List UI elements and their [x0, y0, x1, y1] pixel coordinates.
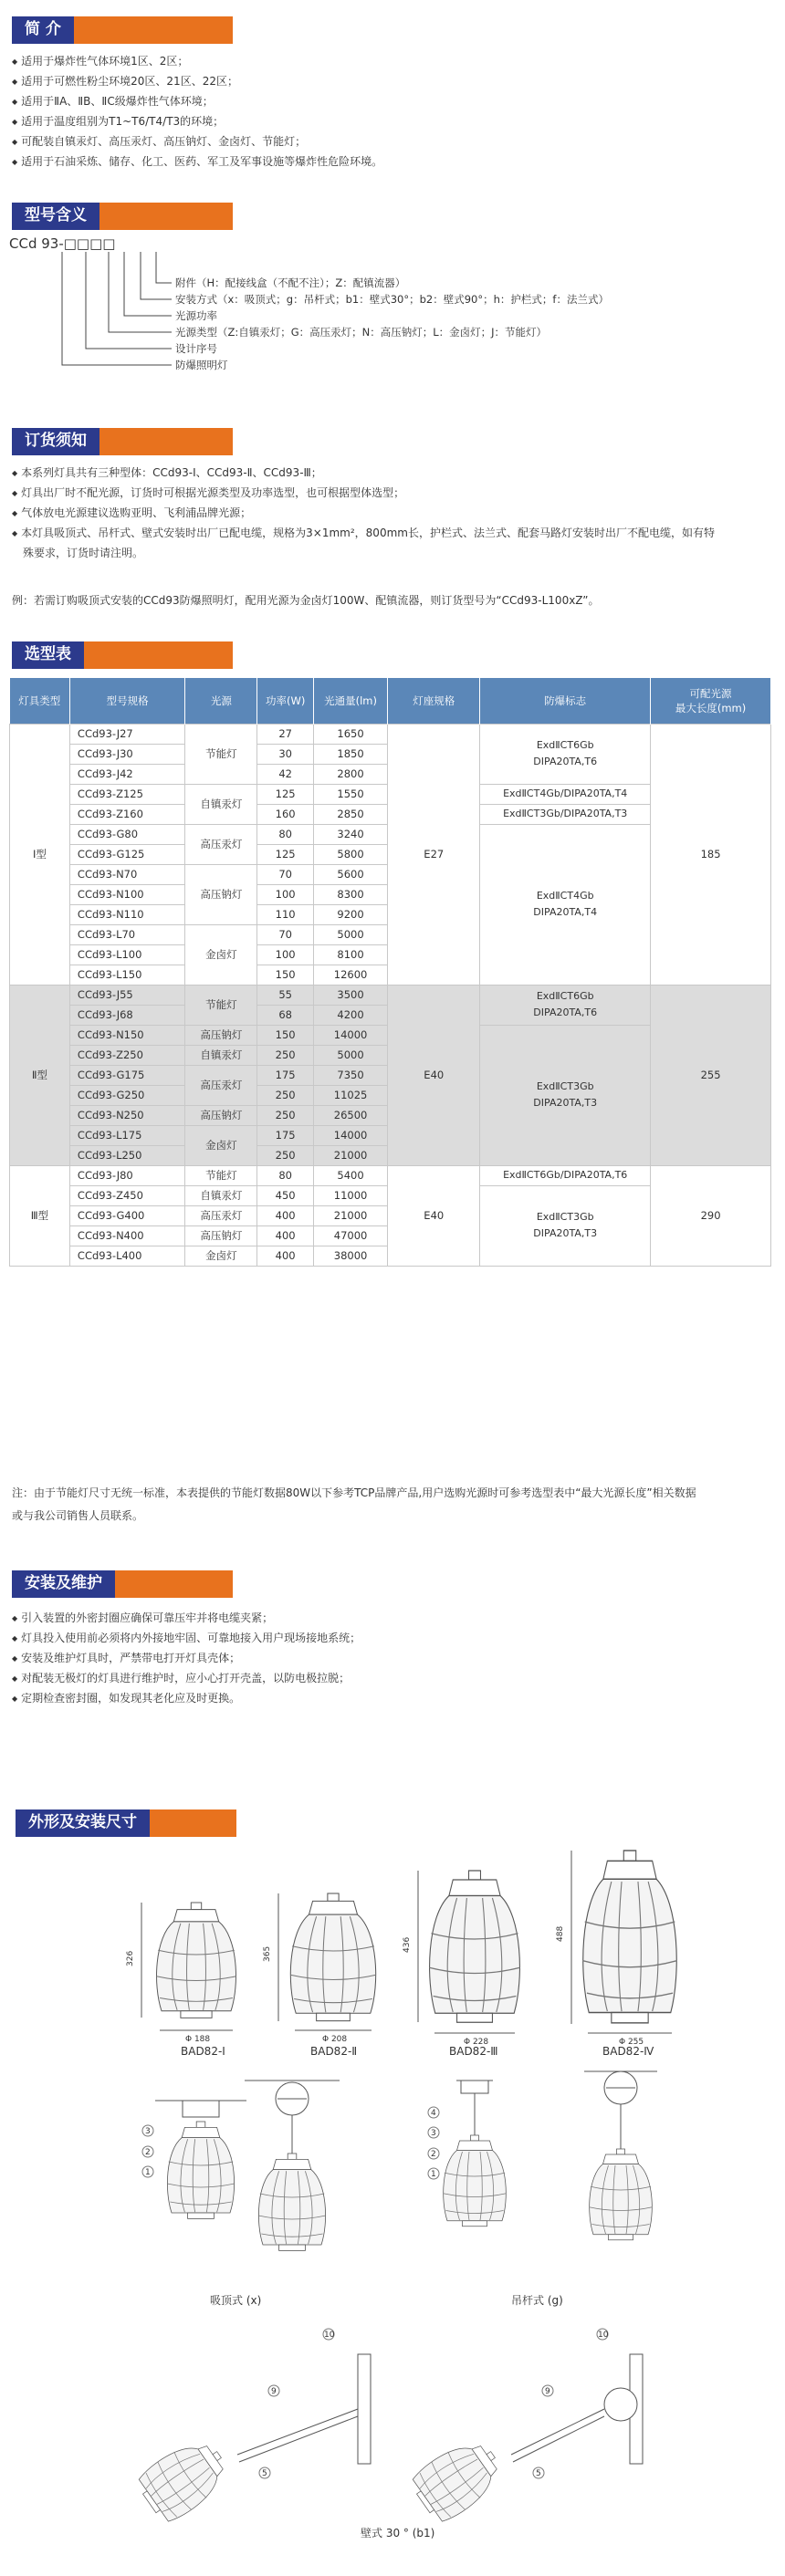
table-cell: 3500 [313, 985, 387, 1005]
table-cell: 55 [257, 985, 314, 1005]
table-cell: CCd93-Z125 [69, 784, 184, 804]
table-cell: 5000 [313, 1045, 387, 1065]
table-cell: 175 [257, 1065, 314, 1085]
table-cell: ExdⅡCT3Gb DIPA20TA,T3 [480, 1185, 651, 1266]
selection-heading-text: 选型表 [12, 641, 84, 669]
table-cell: 5400 [313, 1165, 387, 1185]
model-3-name: BAD82-Ⅲ [449, 2045, 498, 2058]
table-cell: 金卤灯 [185, 924, 257, 985]
model-label-serial: 设计序号 [175, 342, 217, 355]
callout-1b: 1 [431, 2170, 436, 2179]
table-cell: 250 [257, 1085, 314, 1105]
table-cell: 2850 [313, 804, 387, 824]
table-cell: ExdⅡCT3Gb DIPA20TA,T3 [480, 1025, 651, 1165]
table-cell: 高压钠灯 [185, 1225, 257, 1246]
model-label-product: 防爆照明灯 [175, 359, 228, 371]
table-cell: 8100 [313, 944, 387, 965]
outline-model-1 [126, 1903, 236, 2044]
model-2-diameter: Φ 208 [322, 2035, 348, 2044]
table-cell: CCd93-J68 [69, 1005, 184, 1025]
table-header-cell: 型号规格 [69, 678, 184, 724]
table-cell: 400 [257, 1225, 314, 1246]
list-item: ◆ 适用于可燃性粉尘环境20区、21区、22区； [12, 71, 760, 91]
mount-wall-caption: 壁式 30 ° (b1) [361, 2527, 435, 2539]
callout-2: 2 [145, 2148, 151, 2157]
table-cell: CCd93-L175 [69, 1125, 184, 1145]
list-item: ◆ 适用于石油采炼、储存、化工、医药、军工及军事设施等爆炸性危险环境。 [12, 151, 760, 172]
table-cell: 自镇汞灯 [185, 784, 257, 824]
model-1-diameter: Φ 188 [185, 2035, 211, 2044]
table-cell: 1550 [313, 784, 387, 804]
table-header-cell: 可配光源 最大长度(mm) [651, 678, 771, 724]
table-cell: CCd93-J27 [69, 724, 184, 744]
callout-5: 5 [262, 2469, 267, 2478]
list-item: ◆ 适用于ⅡA、ⅡB、ⅡC级爆炸性气体环境； [12, 91, 760, 111]
table-cell: ExdⅡCT6Gb DIPA20TA,T6 [480, 985, 651, 1025]
list-item: ◆ 适用于爆炸性气体环境1区、2区； [12, 51, 760, 71]
table-row [10, 1165, 771, 1185]
model-1-name: BAD82-Ⅰ [181, 2045, 225, 2058]
table-cell: CCd93-J30 [69, 744, 184, 764]
model-label-mounting: 安装方式（x：吸顶式；g：吊杆式；b1：壁式30°；b2：壁式90°；h：护栏式；f：法兰式） [175, 293, 609, 306]
intro-list [12, 51, 760, 172]
table-cell: 30 [257, 744, 314, 764]
model-heading-text: 型号含义 [12, 203, 99, 230]
callout-10: 10 [324, 2331, 335, 2340]
table-cell: 11025 [313, 1085, 387, 1105]
table-cell: CCd93-L100 [69, 944, 184, 965]
table-cell: CCd93-Z250 [69, 1045, 184, 1065]
list-item: ◆ 适用于温度组别为T1~T6/T4/T3的环境； [12, 111, 760, 131]
table-cell: 12600 [313, 965, 387, 985]
table-cell: 1850 [313, 744, 387, 764]
intro-heading [12, 16, 233, 44]
table-cell: 150 [257, 1025, 314, 1045]
table-cell: 175 [257, 1125, 314, 1145]
table-cell: 4200 [313, 1005, 387, 1025]
table-cell: CCd93-N70 [69, 864, 184, 884]
order-list [12, 463, 760, 563]
table-header-cell: 灯具类型 [10, 678, 70, 724]
list-item: ◆ 灯具投入使用前必须将内外接地牢固、可靠地接入用户现场接地系统； [12, 1628, 760, 1648]
callout-2b: 2 [431, 2150, 436, 2159]
list-item: ◆ 安装及维护灯具时，严禁带电打开灯具壳体； [12, 1648, 760, 1668]
table-cell: 400 [257, 1246, 314, 1266]
mount-ceiling-drawing [155, 2081, 340, 2250]
table-cell: 150 [257, 965, 314, 985]
table-cell: Ⅲ型 [10, 1165, 70, 1266]
table-cell: 14000 [313, 1125, 387, 1145]
callout-4: 4 [431, 2109, 436, 2118]
table-cell: 5600 [313, 864, 387, 884]
list-item: ◆ 对配装无极灯的灯具进行维护时，应小心打开壳盖，以防电极拉脱； [12, 1668, 760, 1688]
table-cell: 70 [257, 864, 314, 884]
table-cell: 250 [257, 1045, 314, 1065]
table-cell: 125 [257, 784, 314, 804]
list-item: ◆ 引入装置的外密封圈应确保可靠压牢并将电缆夹紧； [12, 1608, 760, 1628]
table-cell: 38000 [313, 1246, 387, 1266]
callout-3: 3 [145, 2127, 151, 2136]
table-cell: 42 [257, 764, 314, 784]
mount-wall-drawing [132, 2354, 643, 2528]
table-cell: CCd93-G400 [69, 1205, 184, 1225]
table-cell: CCd93-L250 [69, 1145, 184, 1165]
table-cell: 节能灯 [185, 724, 257, 784]
callout-3b: 3 [431, 2129, 436, 2138]
table-cell: ExdⅡCT4Gb/DIPA20TA,T4 [480, 784, 651, 804]
table-cell: 7350 [313, 1065, 387, 1085]
table-cell: 250 [257, 1105, 314, 1125]
table-cell: 5800 [313, 844, 387, 864]
mount-pendant-drawing [444, 2071, 658, 2240]
table-body [10, 724, 771, 1266]
table-cell: 68 [257, 1005, 314, 1025]
model-label-power: 光源功率 [175, 309, 217, 322]
table-cell: CCd93-L70 [69, 924, 184, 944]
callout-9: 9 [271, 2387, 277, 2396]
table-cell: CCd93-Z450 [69, 1185, 184, 1205]
outline-model-4 [556, 1851, 677, 2047]
table-cell: 高压钠灯 [185, 1025, 257, 1045]
install-heading [12, 1570, 233, 1598]
table-cell: ExdⅡCT4Gb DIPA20TA,T4 [480, 824, 651, 985]
table-cell: CCd93-G80 [69, 824, 184, 844]
list-item: ◆ 气体放电光源建议选购亚明、飞利浦品牌光源； [12, 503, 760, 523]
model-2-height: 365 [263, 1945, 272, 1962]
table-cell: 80 [257, 824, 314, 844]
table-cell: CCd93-G175 [69, 1065, 184, 1085]
table-cell: 400 [257, 1205, 314, 1225]
table-cell: Ⅰ型 [10, 724, 70, 985]
table-cell: 21000 [313, 1145, 387, 1165]
table-cell: 100 [257, 944, 314, 965]
table-cell: 26500 [313, 1105, 387, 1125]
table-note-line2: 或与我公司销售人员联系。 [12, 1508, 144, 1522]
table-cell: E40 [388, 985, 480, 1165]
table-cell: CCd93-N400 [69, 1225, 184, 1246]
table-cell: 185 [651, 724, 771, 985]
table-cell: CCd93-N250 [69, 1105, 184, 1125]
table-cell: CCd93-G125 [69, 844, 184, 864]
model-4-diameter: Φ 255 [619, 2038, 644, 2047]
table-header-cell: 光通量(lm) [313, 678, 387, 724]
table-cell: CCd93-N150 [69, 1025, 184, 1045]
table-cell: 80 [257, 1165, 314, 1185]
table-cell: 255 [651, 985, 771, 1165]
table-cell: ExdⅡCT6Gb DIPA20TA,T6 [480, 724, 651, 784]
table-cell: 8300 [313, 884, 387, 904]
outline-model-3 [403, 1871, 520, 2047]
table-cell: 9200 [313, 904, 387, 924]
table-cell: CCd93-Z160 [69, 804, 184, 824]
table-cell: 金卤灯 [185, 1246, 257, 1266]
table-cell: 2800 [313, 764, 387, 784]
table-cell: CCd93-N110 [69, 904, 184, 924]
table-header-cell: 防爆标志 [480, 678, 651, 724]
model-3-diameter: Φ 228 [464, 2038, 489, 2047]
install-heading-text: 安装及维护 [12, 1570, 115, 1598]
table-cell: ExdⅡCT3Gb/DIPA20TA,T3 [480, 804, 651, 824]
table-cell: 节能灯 [185, 985, 257, 1025]
model-1-height: 326 [126, 1950, 135, 1966]
order-heading-text: 订货须知 [12, 428, 99, 455]
table-cell: 高压钠灯 [185, 864, 257, 924]
list-item: 殊要求，订货时请注明。 [23, 547, 144, 559]
table-cell: 高压汞灯 [185, 824, 257, 864]
table-header-cell: 功率(W) [257, 678, 314, 724]
table-header-cell: 灯座规格 [388, 678, 480, 724]
selection-table [9, 678, 771, 1267]
model-heading [12, 203, 233, 230]
table-cell: 27 [257, 724, 314, 744]
table-cell: 5000 [313, 924, 387, 944]
table-cell: ExdⅡCT6Gb/DIPA20TA,T6 [480, 1165, 651, 1185]
model-2-name: BAD82-Ⅱ [310, 2045, 358, 2058]
model-3-height: 436 [403, 1936, 412, 1953]
table-note [12, 1486, 769, 1524]
table-cell: E27 [388, 724, 480, 985]
install-list [12, 1608, 760, 1708]
table-cell: Ⅱ型 [10, 985, 70, 1165]
order-heading [12, 428, 233, 455]
list-item: ◆ 本系列灯具共有三种型体：CCd93-Ⅰ、CCd93-Ⅱ、CCd93-Ⅲ； [12, 463, 760, 483]
table-cell: 金卤灯 [185, 1125, 257, 1165]
table-cell: 节能灯 [185, 1165, 257, 1185]
model-label-source: 光源类型（Z:自镇汞灯；G：高压汞灯；N：高压钠灯；L：金卤灯；J：节能灯） [175, 326, 548, 339]
model-4-height: 488 [556, 1925, 565, 1942]
table-cell: E40 [388, 1165, 480, 1266]
table-cell: 高压汞灯 [185, 1205, 257, 1225]
table-row [10, 985, 771, 1005]
table-cell: CCd93-J42 [69, 764, 184, 784]
callout-5b: 5 [536, 2469, 541, 2478]
model-label-accessory: 附件（H：配接线盒（不配不注）；Z：配镇流器） [175, 276, 406, 289]
table-cell: 14000 [313, 1025, 387, 1045]
model-diagram [9, 235, 758, 404]
table-cell: 110 [257, 904, 314, 924]
list-item: ◆ 灯具出厂时不配光源，订货时可根据光源类型及功率选型，也可根据型体选型； [12, 483, 760, 503]
table-cell: 自镇汞灯 [185, 1185, 257, 1205]
mount-ceiling-caption: 吸顶式 (x) [210, 2294, 262, 2307]
callout-9b: 9 [545, 2387, 550, 2396]
table-cell: 250 [257, 1145, 314, 1165]
table-note-line1: 注：由于节能灯尺寸无统一标准，本表提供的节能灯数据80W以下参考TCP品牌产品,用户选购光源时可参考选型表中“最大光源长度”相关数据 [12, 1486, 696, 1499]
table-cell: CCd93-J80 [69, 1165, 184, 1185]
table-cell: CCd93-G250 [69, 1085, 184, 1105]
table-cell: 3240 [313, 824, 387, 844]
table-cell: 1650 [313, 724, 387, 744]
callout-10b: 10 [598, 2331, 609, 2340]
model-leader-lines [62, 252, 172, 365]
table-row [10, 724, 771, 744]
table-cell: 11000 [313, 1185, 387, 1205]
table-cell: CCd93-L150 [69, 965, 184, 985]
table-cell: CCd93-L400 [69, 1246, 184, 1266]
callout-1: 1 [145, 2168, 151, 2177]
outline-model-2 [263, 1893, 376, 2044]
order-example: 例：若需订购吸顶式安装的CCd93防爆照明灯，配用光源为金卤灯100W、配镇流器，则订货型号为“CCd93-L100xZ”。 [12, 594, 600, 607]
model-4-name: BAD82-Ⅳ [602, 2045, 654, 2058]
model-code: CCd 93-□□□□ [9, 235, 116, 252]
list-item: ◆ 定期检查密封圈，如发现其老化应及时更换。 [12, 1688, 760, 1708]
list-item: ◆ 可配装自镇汞灯、高压汞灯、高压钠灯、金卤灯、节能灯； [12, 131, 760, 151]
table-cell: 高压汞灯 [185, 1065, 257, 1105]
table-cell: 160 [257, 804, 314, 824]
table-cell: 70 [257, 924, 314, 944]
intro-heading-text: 简 介 [12, 16, 74, 44]
outline-heading-text: 外形及安装尺寸 [16, 1809, 150, 1837]
table-cell: 47000 [313, 1225, 387, 1246]
outline-drawings [0, 1807, 785, 2573]
table-cell: 290 [651, 1165, 771, 1266]
table-cell: 450 [257, 1185, 314, 1205]
table-header-row [10, 678, 771, 724]
selection-heading [12, 641, 233, 669]
list-item: ◆ 本灯具吸顶式、吊杆式、壁式安装时出厂已配电缆，规格为3×1mm²，800mm长，护栏式、法兰式、配套马路灯安装时出厂不配电缆，如有特 [12, 523, 760, 543]
table-cell: 自镇汞灯 [185, 1045, 257, 1065]
table-cell: 高压钠灯 [185, 1105, 257, 1125]
table-cell: 125 [257, 844, 314, 864]
table-header-cell: 光源 [185, 678, 257, 724]
table-cell: CCd93-J55 [69, 985, 184, 1005]
mount-pendant-caption: 吊杆式 (g) [511, 2294, 563, 2307]
table-cell: 100 [257, 884, 314, 904]
table-cell: 21000 [313, 1205, 387, 1225]
table-cell: CCd93-N100 [69, 884, 184, 904]
